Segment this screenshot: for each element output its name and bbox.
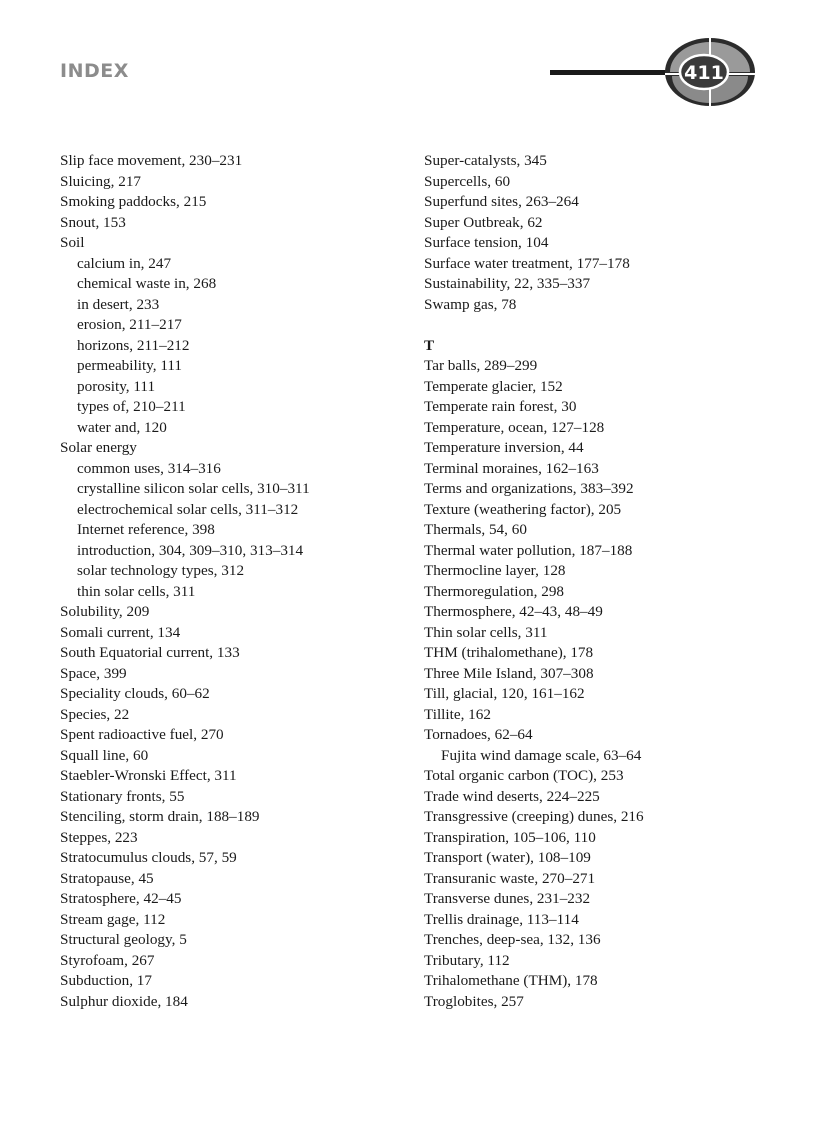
index-subentry: water and, 120 <box>77 418 167 436</box>
index-column-right <box>424 151 769 1012</box>
index-entry: Three Mile Island, 307–308 <box>424 664 594 682</box>
index-entry: Till, glacial, 120, 161–162 <box>424 685 585 702</box>
index-subentry: erosion, 211–217 <box>77 316 182 333</box>
index-subentry: common uses, 314–316 <box>77 459 221 477</box>
index-entry: Solar energy <box>60 439 137 456</box>
index-entry: Sustainability, 22, 335–337 <box>424 275 591 292</box>
page-number: 411 <box>684 62 724 84</box>
index-entry: Transgressive (creeping) dunes, 216 <box>424 808 644 825</box>
index-entry: Thermal water pollution, 187–188 <box>424 541 633 559</box>
index-entry: Supercells, 60 <box>424 172 511 190</box>
index-entry: Thermocline layer, 128 <box>424 562 566 579</box>
index-subentry: electrochemical solar cells, 311–312 <box>77 500 299 518</box>
index-entry: Thermosphere, 42–43, 48–49 <box>424 603 603 620</box>
index-subentry: crystalline silicon solar cells, 310–311 <box>77 480 310 497</box>
index-entry: Terminal moraines, 162–163 <box>424 459 599 477</box>
index-entry: Superfund sites, 263–264 <box>424 193 579 210</box>
index-entry: Super Outbreak, 62 <box>424 213 543 231</box>
index-entry: Speciality clouds, 60–62 <box>60 685 210 702</box>
index-entry: Stream gage, 112 <box>60 910 166 928</box>
index-entry: Subduction, 17 <box>60 972 152 989</box>
index-entry: Transport (water), 108–109 <box>424 849 591 866</box>
index-entry: Stratosphere, 42–45 <box>60 890 182 907</box>
page-number-badge <box>550 36 760 108</box>
index-entry: Trellis drainage, 113–114 <box>424 910 579 928</box>
index-entry: Thermoregulation, 298 <box>424 582 565 600</box>
index-entry: Surface tension, 104 <box>424 234 549 251</box>
index-entry: Smoking paddocks, 215 <box>60 193 207 210</box>
index-entry: Temperate glacier, 152 <box>424 377 563 395</box>
index-subentry: Fujita wind damage scale, 63–64 <box>441 746 642 764</box>
index-entry: Temperature inversion, 44 <box>424 439 584 456</box>
index-entry: Squall line, 60 <box>60 746 149 764</box>
index-entry: Structural geology, 5 <box>60 931 187 948</box>
index-entry: Space, 399 <box>60 664 127 682</box>
index-subentry: thin solar cells, 311 <box>77 582 196 600</box>
index-entry: Temperate rain forest, 30 <box>424 398 577 415</box>
index-entry: Spent radioactive fuel, 270 <box>60 726 224 743</box>
index-entry: Somali current, 134 <box>60 623 181 641</box>
index-subentry: chemical waste in, 268 <box>77 275 217 292</box>
index-entry: Thermals, 54, 60 <box>424 521 527 538</box>
index-entry: Troglobites, 257 <box>424 992 524 1010</box>
index-entry: Tornadoes, 62–64 <box>424 726 533 743</box>
index-entry: Swamp gas, 78 <box>424 295 517 313</box>
index-entry: Trenches, deep-sea, 132, 136 <box>424 931 601 948</box>
index-entry: Soil <box>60 234 85 251</box>
page-header-title: INDEX <box>60 60 129 82</box>
letter-heading: T <box>424 336 435 354</box>
index-entry: Stratopause, 45 <box>60 869 154 887</box>
index-entry: Sluicing, 217 <box>60 172 142 190</box>
index-column-left <box>60 151 405 1012</box>
index-entry: Texture (weathering factor), 205 <box>424 500 622 518</box>
index-entry: Total organic carbon (TOC), 253 <box>424 767 624 784</box>
index-entry: Thin solar cells, 311 <box>424 623 548 641</box>
index-entry: Stationary fronts, 55 <box>60 787 185 805</box>
index-entry: Tar balls, 289–299 <box>424 357 538 374</box>
index-subentry: Internet reference, 398 <box>77 521 215 538</box>
index-entry: Transuranic waste, 270–271 <box>424 869 596 887</box>
index-section-t <box>424 356 769 1012</box>
index-entry: Transverse dunes, 231–232 <box>424 890 591 907</box>
index-entry: Styrofoam, 267 <box>60 951 155 969</box>
index-entry: Stratocumulus clouds, 57, 59 <box>60 849 237 866</box>
index-subentry: horizons, 211–212 <box>77 336 190 354</box>
index-entry: Transpiration, 105–106, 110 <box>424 828 596 846</box>
index-subentry: introduction, 304, 309–310, 313–314 <box>77 541 304 559</box>
index-entry: South Equatorial current, 133 <box>60 644 240 661</box>
index-entry: Species, 22 <box>60 705 130 723</box>
index-entry: Steppes, 223 <box>60 828 138 846</box>
index-entry: Tributary, 112 <box>424 951 510 969</box>
index-entry: Stenciling, storm drain, 188–189 <box>60 808 260 825</box>
index-subentry: solar technology types, 312 <box>77 562 245 579</box>
index-section-s <box>424 151 769 315</box>
index-entry: Trade wind deserts, 224–225 <box>424 787 600 805</box>
index-entry: Temperature, ocean, 127–128 <box>424 418 605 436</box>
index-entry: Tillite, 162 <box>424 705 491 723</box>
index-subentry: permeability, 111 <box>77 357 183 374</box>
index-subentry: types of, 210–211 <box>77 398 186 415</box>
index-subentry: in desert, 233 <box>77 295 160 313</box>
index-entry: Trihalomethane (THM), 178 <box>424 972 598 989</box>
index-subentry: calcium in, 247 <box>77 254 172 272</box>
index-entry: Sulphur dioxide, 184 <box>60 992 188 1010</box>
index-entry: Snout, 153 <box>60 213 126 231</box>
index-entry: Super-catalysts, 345 <box>424 152 547 169</box>
index-entry: Terms and organizations, 383–392 <box>424 480 634 497</box>
index-entry: Slip face movement, 230–231 <box>60 152 243 169</box>
index-entry: THM (trihalomethane), 178 <box>424 644 594 661</box>
index-entry: Staebler-Wronski Effect, 311 <box>60 767 237 784</box>
index-entry: Solubility, 209 <box>60 603 150 620</box>
index-entry: Surface water treatment, 177–178 <box>424 254 630 272</box>
index-subentry: porosity, 111 <box>77 377 156 395</box>
